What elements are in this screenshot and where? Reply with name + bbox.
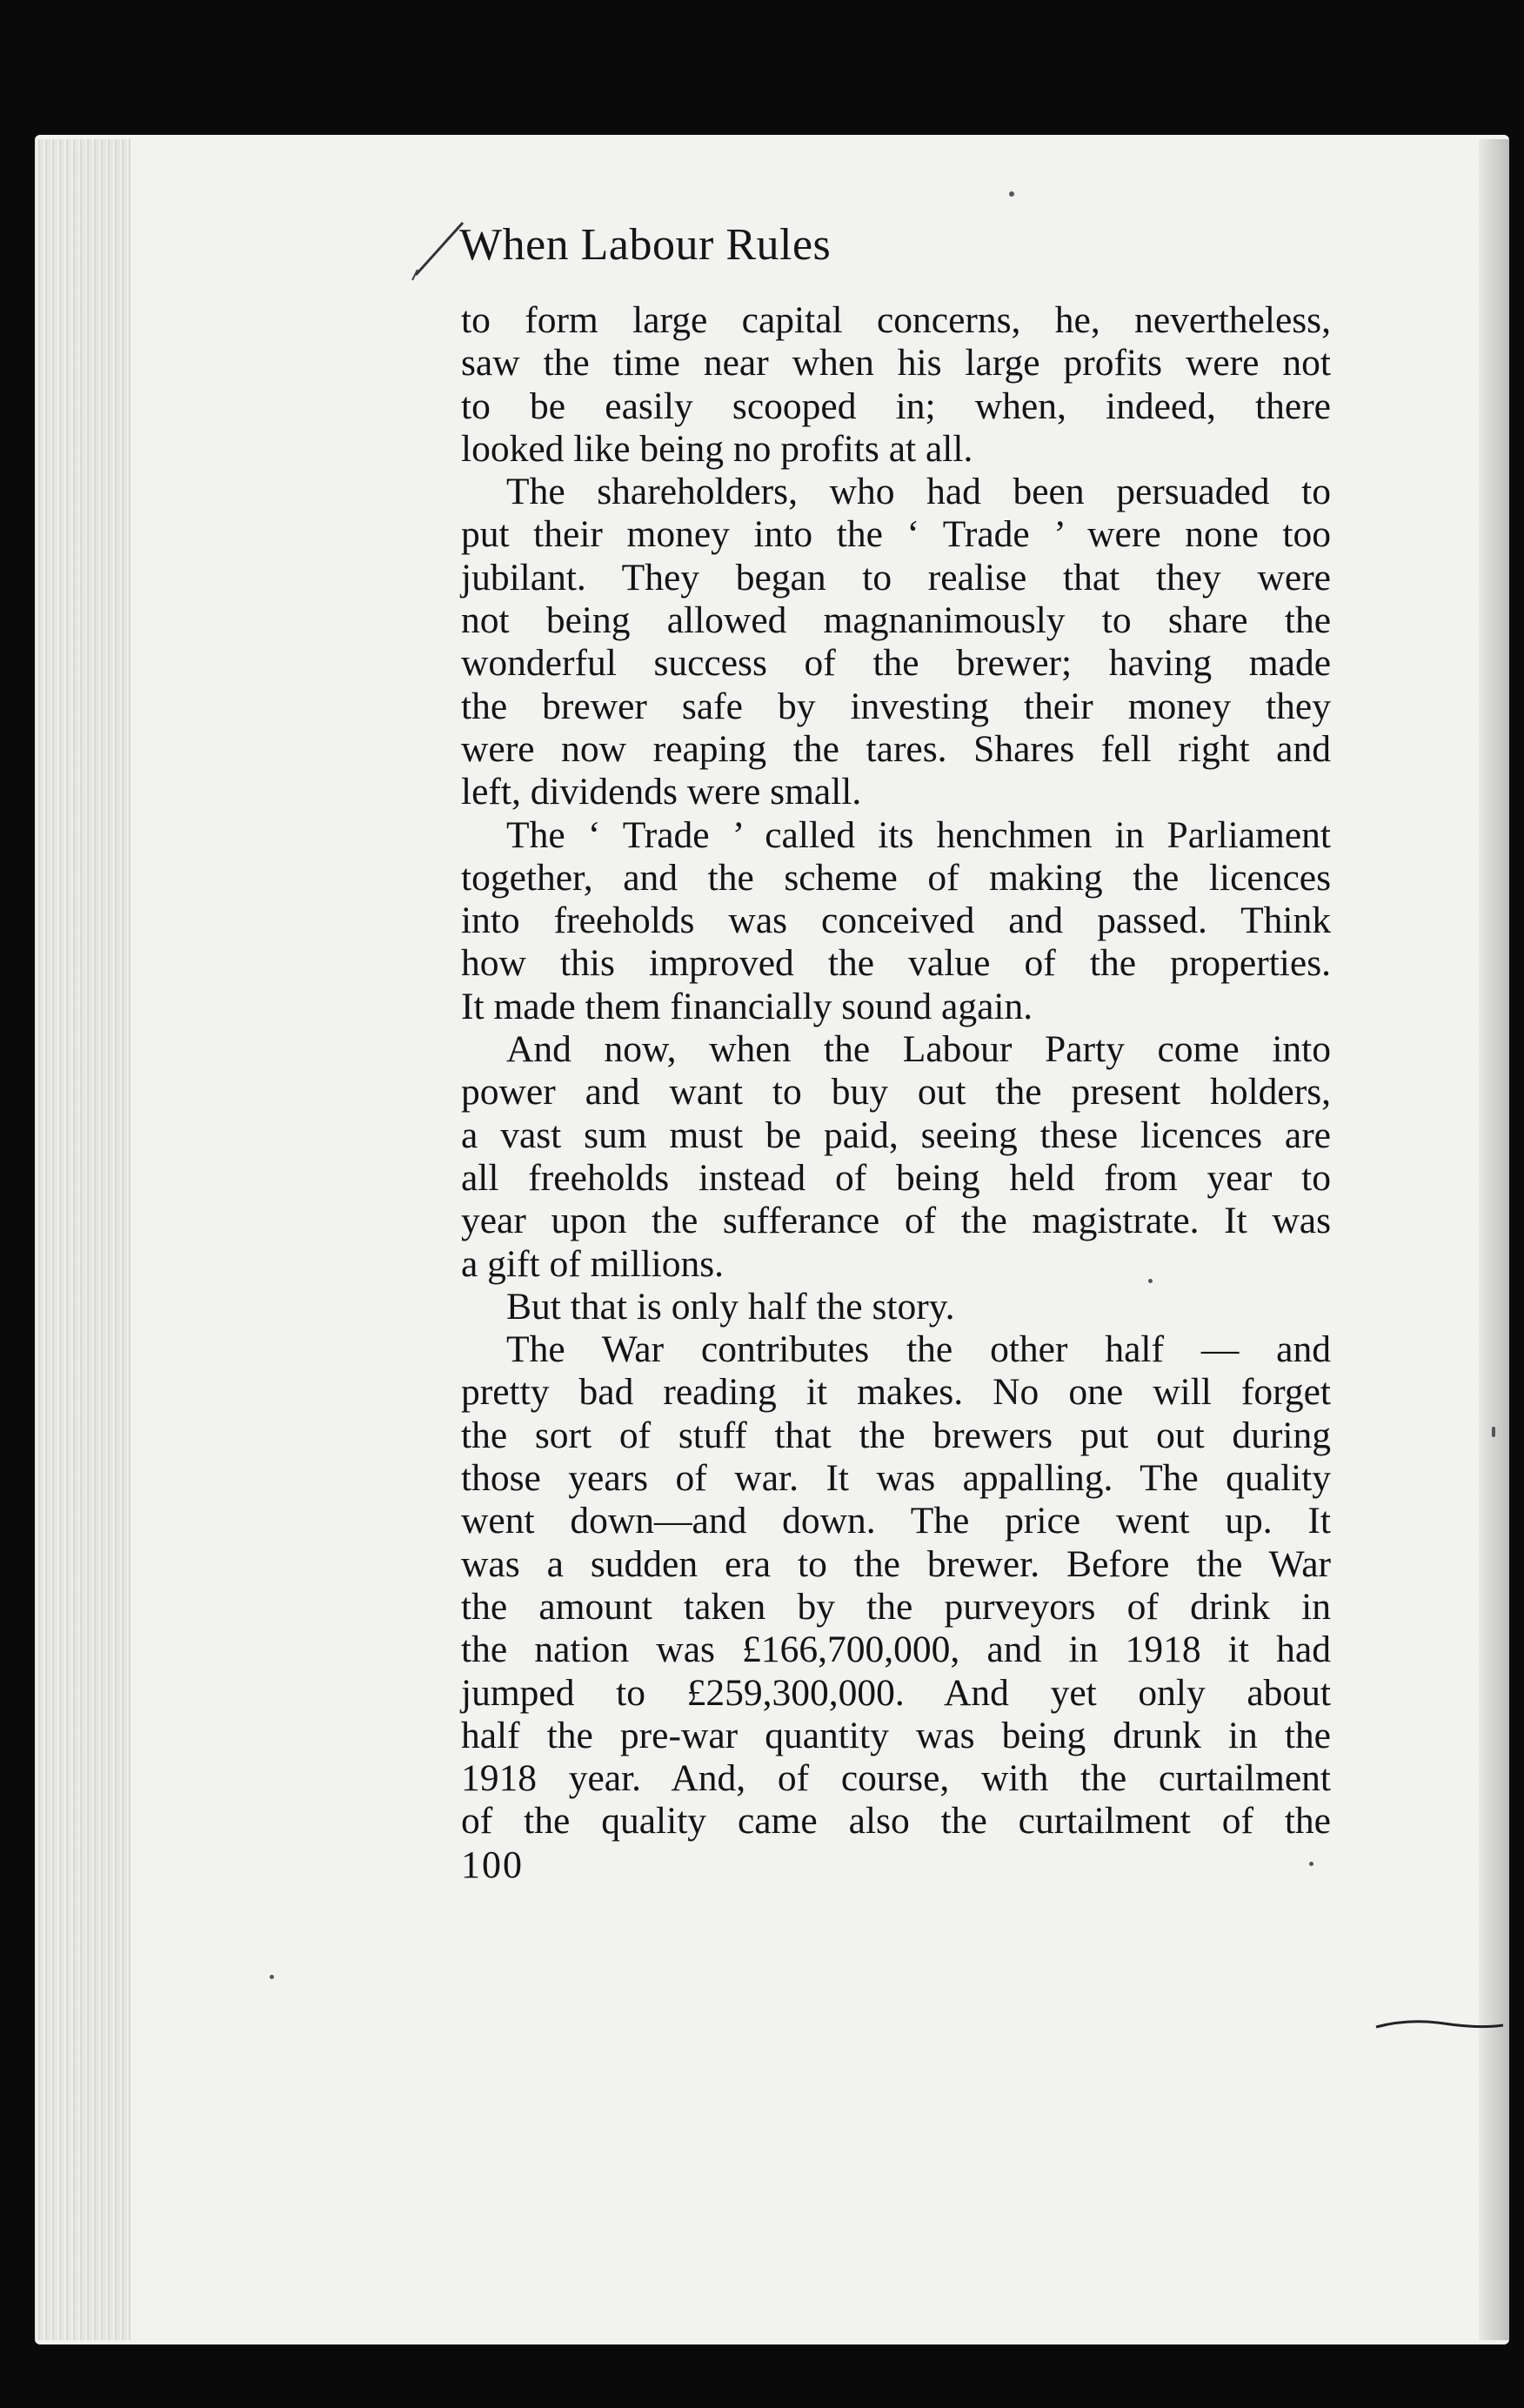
text-line: The shareholders, who had been persuaded to bbox=[506, 471, 1331, 513]
text-line: a gift of millions. bbox=[461, 1242, 725, 1285]
dust-speck bbox=[1309, 1862, 1313, 1866]
text-line: a vast sum must be paid, seeing these licences are bbox=[461, 1114, 1331, 1156]
dust-speck bbox=[1492, 1427, 1495, 1437]
text-line: wonderful success of the brewer; having made bbox=[461, 642, 1331, 685]
text-line: But that is only half the story. bbox=[506, 1285, 955, 1328]
text-line: all freeholds instead of being held from year to bbox=[461, 1156, 1331, 1199]
text-line: looked like being no profits at all. bbox=[461, 427, 973, 470]
text-line: to be easily scooped in; when, indeed, there bbox=[461, 385, 1331, 427]
text-line: And now, when the Labour Party come into bbox=[506, 1028, 1331, 1071]
text-line: jubilant. They began to realise that they were bbox=[461, 556, 1331, 599]
text-line: put their money into the ‘ Trade ’ were none too bbox=[461, 513, 1331, 556]
text-line: The ‘ Trade ’ called its henchmen in Parliament bbox=[506, 813, 1331, 856]
text-line: year upon the sufferance of the magistrate. It was bbox=[461, 1200, 1331, 1242]
text-line: were now reaping the tares. Shares fell right and bbox=[461, 727, 1331, 770]
page-number: 100 bbox=[461, 1843, 524, 1886]
text-line: the nation was £166,700,000, and in 1918 it had bbox=[461, 1629, 1331, 1671]
text-line: left, dividends were small. bbox=[461, 771, 862, 813]
text-line: the brewer safe by investing their money they bbox=[461, 685, 1331, 727]
text-line: jumped to £259,300,000. And yet only about bbox=[461, 1671, 1331, 1714]
dust-speck bbox=[1148, 1279, 1153, 1283]
text-line: the sort of stuff that the brewers put out during bbox=[461, 1414, 1331, 1456]
page-stack-edge bbox=[35, 139, 130, 2340]
text-line: power and want to buy out the present holders, bbox=[461, 1071, 1331, 1114]
text-line: was a sudden era to the brewer. Before the War bbox=[461, 1542, 1331, 1585]
text-line: into freeholds was conceived and passed. Think bbox=[461, 900, 1331, 942]
text-line: those years of war. It was appalling. The quality bbox=[461, 1457, 1331, 1500]
body-text bbox=[461, 299, 1331, 1843]
text-line: together, and the scheme of making the licences bbox=[461, 856, 1331, 899]
text-line: not being allowed magnanimously to share the bbox=[461, 599, 1331, 642]
dust-speck bbox=[270, 1975, 274, 1979]
text-line: pretty bad reading it makes. No one will forget bbox=[461, 1371, 1331, 1414]
text-line: the amount taken by the purveyors of drink in bbox=[461, 1585, 1331, 1628]
text-line: of the quality came also the curtailment of the bbox=[461, 1800, 1331, 1843]
text-line: to form large capital concerns, he, nevertheless, bbox=[461, 299, 1331, 341]
text-line: how this improved the value of the properties. bbox=[461, 942, 1331, 985]
pencil-stroke-icon bbox=[1374, 2010, 1505, 2036]
text-line: went down—and down. The price went up. It bbox=[461, 1500, 1331, 1542]
text-line: 1918 year. And, of course, with the curtailment bbox=[461, 1757, 1331, 1800]
text-line: half the pre-war quantity was being drunk in the bbox=[461, 1714, 1331, 1756]
text-line: The War contributes the other half — and bbox=[506, 1328, 1331, 1371]
dust-speck bbox=[1009, 191, 1014, 197]
text-line: It made them financially sound again. bbox=[461, 985, 1033, 1027]
running-head: When Labour Rules bbox=[459, 220, 832, 270]
text-line: saw the time near when his large profits were not bbox=[461, 342, 1331, 385]
